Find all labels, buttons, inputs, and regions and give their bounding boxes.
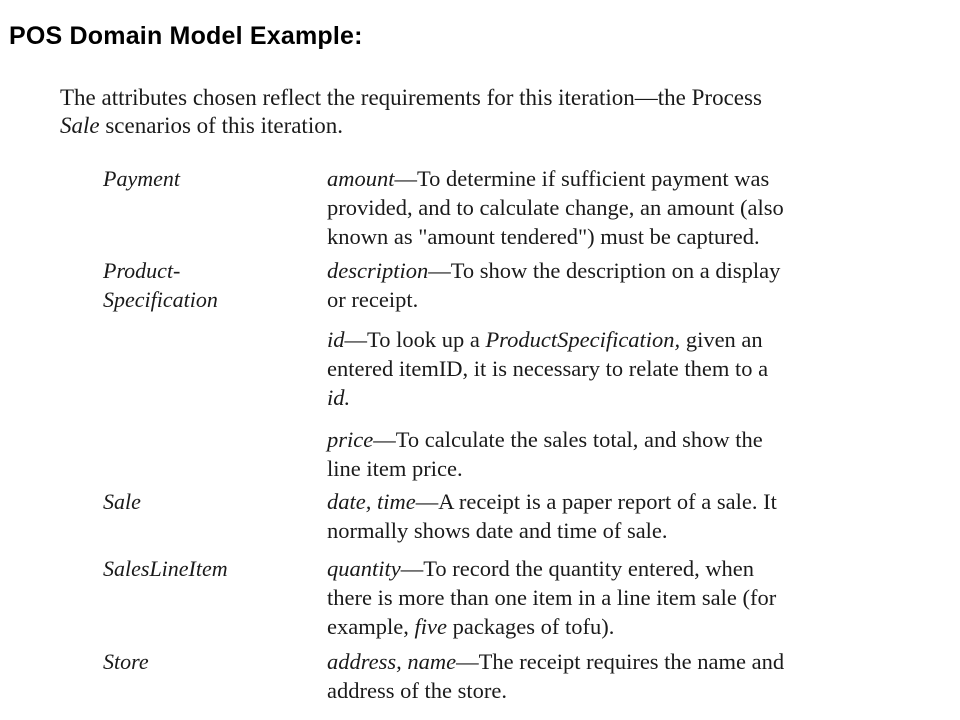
para-line: known as "amount tendered") must be captured.	[327, 224, 760, 249]
para-line	[327, 612, 907, 641]
attribute-name: quantity	[327, 556, 401, 581]
attribute-name: amount	[327, 166, 395, 191]
para-line: normally shows date and time of sale.	[327, 518, 668, 543]
para-text: given an	[680, 327, 763, 352]
para-text: —To show the description on a display	[428, 258, 781, 283]
para-line	[327, 487, 907, 516]
para-emphasis: five	[414, 614, 447, 639]
class-name-sales-line-item	[103, 554, 303, 583]
class-label: Specification	[103, 287, 218, 312]
para-line: entered itemID, it is necessary to relate them to a	[327, 356, 769, 381]
para-line: id.	[327, 385, 351, 410]
attribute-id	[327, 325, 907, 412]
attribute-name: id	[327, 327, 345, 352]
class-label: Store	[103, 649, 149, 674]
intro-paragraph	[60, 84, 930, 140]
class-name-sale	[103, 487, 303, 516]
para-text: example,	[327, 614, 415, 639]
attribute-name: address, name	[327, 649, 457, 674]
attribute-amount	[327, 164, 907, 251]
intro-emphasis: Sale	[60, 113, 100, 138]
para-text: packages of tofu).	[446, 614, 615, 639]
class-name-payment	[103, 164, 303, 193]
para-line: address of the store.	[327, 678, 507, 703]
para-line	[327, 164, 907, 193]
intro-line-1: The attributes chosen reflect the requirements for this iteration—the Process	[60, 85, 762, 110]
attribute-quantity	[327, 554, 907, 641]
para-line	[327, 647, 907, 676]
para-text: —A receipt is a paper report of a sale. It	[415, 489, 777, 514]
para-line	[327, 554, 907, 583]
para-line	[327, 325, 907, 354]
class-label: Product-	[103, 258, 181, 283]
para-line: line item price.	[327, 456, 463, 481]
intro-line-2: scenarios of this iteration.	[99, 113, 343, 138]
attribute-description	[327, 256, 907, 314]
class-name-product-specification	[103, 256, 303, 314]
para-emphasis: ProductSpecification,	[485, 327, 681, 352]
para-line	[327, 425, 907, 454]
attribute-name: price	[327, 427, 374, 452]
para-line	[327, 256, 907, 285]
para-line: there is more than one item in a line item sale (for	[327, 585, 777, 610]
para-text: —To determine if sufficient payment was	[394, 166, 770, 191]
attribute-price	[327, 425, 907, 483]
class-label: Sale	[103, 489, 141, 514]
para-text: —To look up a	[344, 327, 486, 352]
class-name-store	[103, 647, 303, 676]
class-label: SalesLineItem	[103, 556, 228, 581]
para-text: —To record the quantity entered, when	[400, 556, 755, 581]
attribute-name: description	[327, 258, 429, 283]
attribute-name: date, time	[327, 489, 416, 514]
attribute-date-time	[327, 487, 907, 545]
para-text: —The receipt requires the name and	[456, 649, 785, 674]
attribute-address-name	[327, 647, 907, 705]
class-label: Payment	[103, 166, 180, 191]
para-text: —To calculate the sales total, and show the	[373, 427, 763, 452]
para-line: provided, and to calculate change, an amount (also	[327, 195, 784, 220]
para-line: or receipt.	[327, 287, 419, 312]
slide-title: POS Domain Model Example:	[9, 22, 363, 50]
